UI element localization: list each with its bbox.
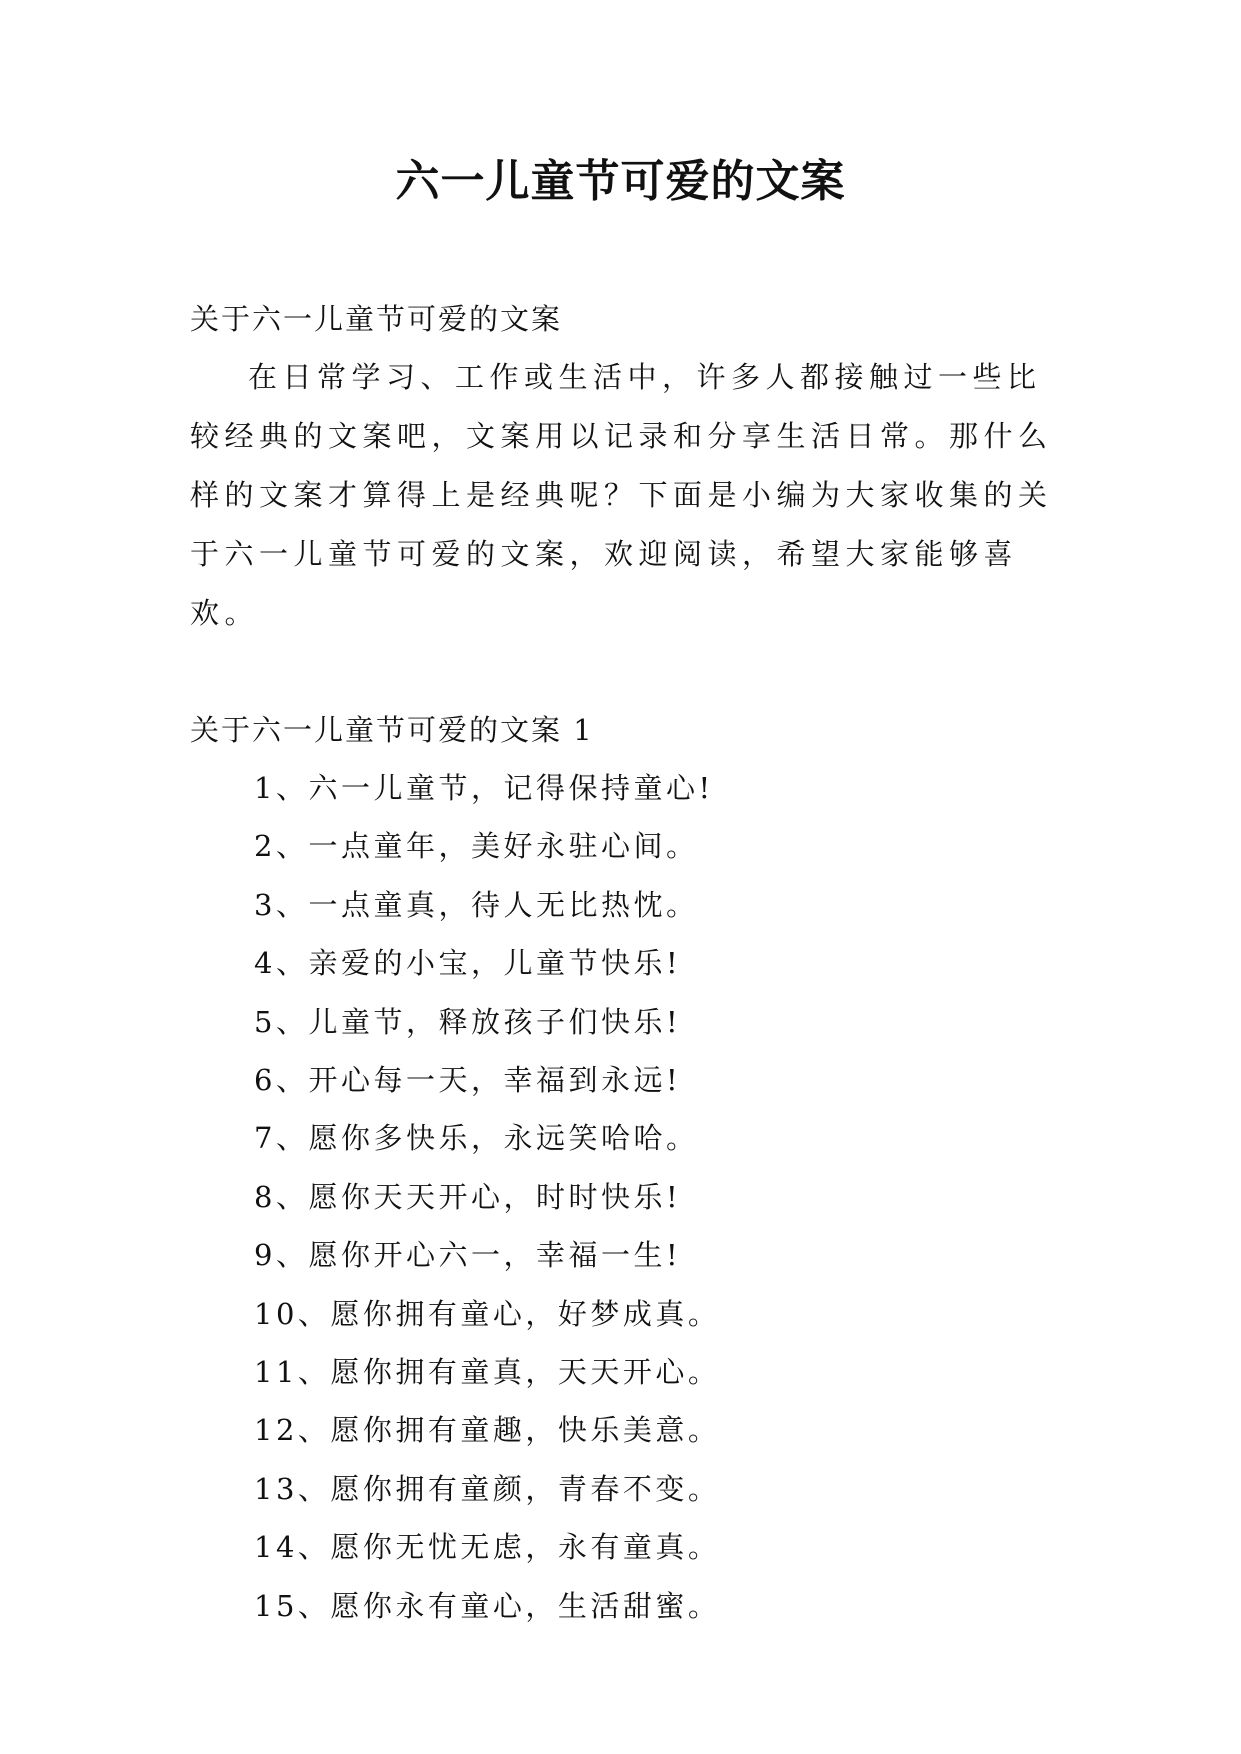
list-item: 2、一点童年，美好永驻心间。: [254, 829, 699, 864]
list-item: 4、亲爱的小宝，儿童节快乐!: [254, 946, 682, 981]
paragraph-spacer: [190, 643, 1060, 701]
list-item: 12、愿你拥有童趣，快乐美意。: [254, 1413, 721, 1448]
quote-list: [190, 759, 1060, 1635]
list-item: 1、六一儿童节，记得保持童心!: [254, 771, 714, 805]
section-heading: 关于六一儿童节可爱的文案: [190, 302, 563, 336]
list-item: 7、愿你多快乐，永远笑哈哈。: [254, 1121, 699, 1156]
document-title: 六一儿童节可爱的文案: [395, 156, 846, 207]
list-item: 14、愿你无忧无虑，永有童真。: [254, 1530, 721, 1565]
list-item: 8、愿你天天开心，时时快乐!: [254, 1179, 682, 1214]
list-item: 15、愿你永有童心，生活甜蜜。: [254, 1588, 721, 1623]
list-item: 10、愿你拥有童心，好梦成真。: [254, 1296, 721, 1331]
sub-heading: 关于六一儿童节可爱的文案 1: [190, 713, 594, 747]
list-item: 11、愿你拥有童真，天天开心。: [254, 1355, 721, 1390]
list-item: 5、儿童节，释放孩子们快乐!: [254, 1004, 682, 1039]
list-item: 9、愿你开心六一，幸福一生!: [254, 1238, 682, 1273]
document-body: [190, 290, 1060, 1635]
list-item: 13、愿你拥有童颜，青春不变。: [254, 1471, 721, 1506]
list-item: 3、一点童真，待人无比热忱。: [254, 887, 699, 922]
list-item: 6、开心每一天，幸福到永远!: [254, 1063, 682, 1098]
intro-paragraph: 在日常学习、工作或生活中，许多人都接触过一些比较经典的文案吧，文案用以记录和分享生活日常。那什么样的文案才算得上是经典呢？下面是小编为大家收集的关于六一儿童节可爱的文案，欢迎阅读，希望大家能够喜欢。: [190, 360, 1053, 630]
